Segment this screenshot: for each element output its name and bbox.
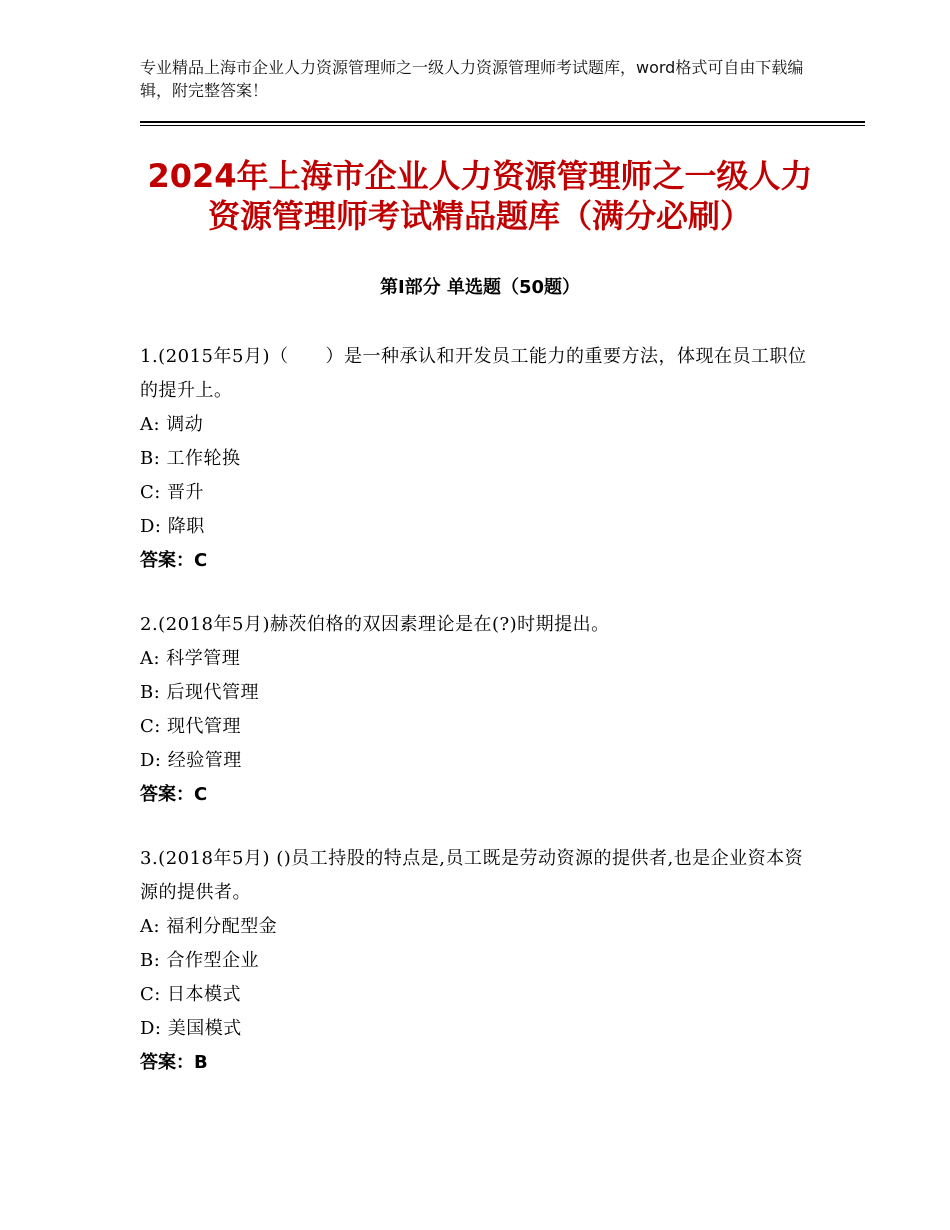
question-option: A: 福利分配型金 [140,916,278,937]
question-answer: 答案：C [140,784,208,805]
header-note: 专业精品上海市企业人力资源管理师之一级人力资源管理师考试题库，word格式可自由下载编辑，附完整答案！ [140,58,804,100]
question-option: B: 合作型企业 [140,950,260,971]
question-option: D: 美国模式 [140,1018,242,1039]
header-rule-thin [140,125,865,126]
question-item [140,608,820,812]
question-text: 2.(2018年5月)赫茨伯格的双因素理论是在(?)时期提出。 [140,614,610,635]
question-option: A: 科学管理 [140,648,241,669]
question-text: 3.(2018年5月) ()员工持股的特点是,员工既是劳动资源的提供者,也是企业资本资源的提供者。 [140,848,804,903]
header-rule-thick [140,121,865,123]
question-option: D: 经验管理 [140,750,242,771]
question-option: C: 现代管理 [140,716,242,737]
question-option: D: 降职 [140,516,205,537]
question-item [140,340,820,578]
question-answer: 答案：B [140,1052,208,1073]
question-option: C: 日本模式 [140,984,242,1005]
question-answer: 答案：C [140,550,208,571]
question-item [140,842,820,1080]
question-option: B: 后现代管理 [140,682,260,703]
question-option: C: 晋升 [140,482,205,503]
section-title: 第Ⅰ部分 单选题（50题） [379,277,580,298]
question-list [140,340,820,1110]
document-title: 2024年上海市企业人力资源管理师之一级人力资源管理师考试精品题库（满分必刷） [147,157,813,235]
question-text: 1.(2015年5月)（ ）是一种承认和开发员工能力的重要方法，体现在员工职位的提升上。 [140,346,807,401]
question-option: B: 工作轮换 [140,448,241,469]
question-option: A: 调动 [140,414,204,435]
